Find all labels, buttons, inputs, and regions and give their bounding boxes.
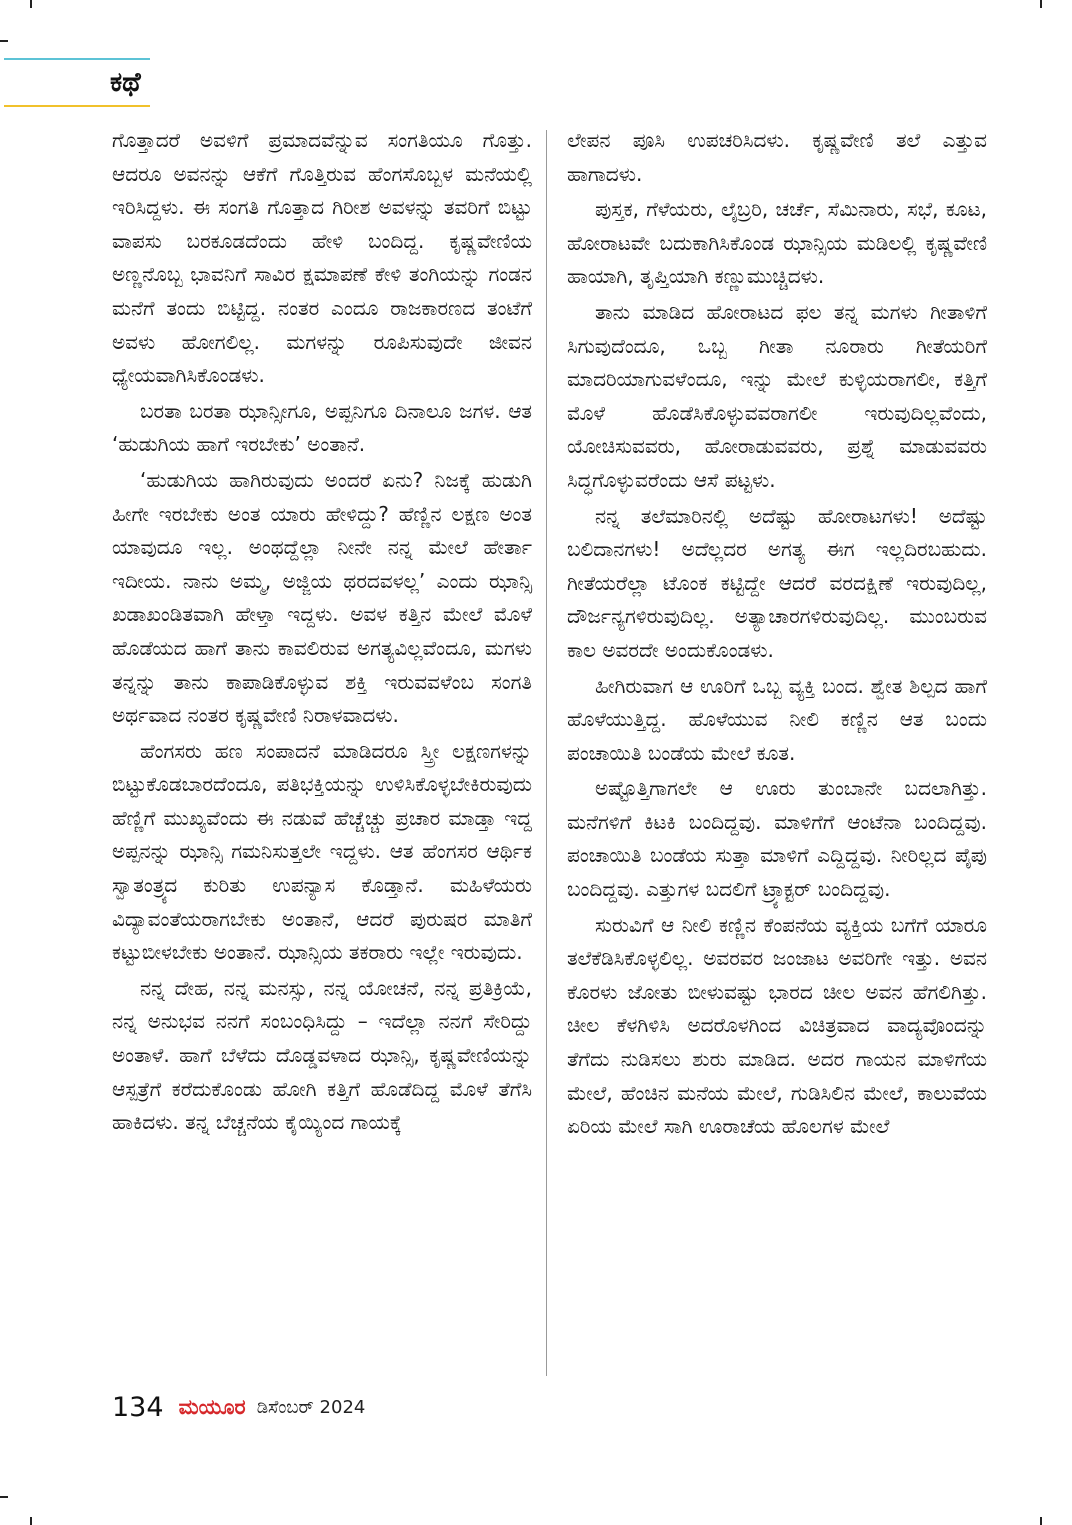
- paragraph: ಗೊತ್ತಾದರೆ ಅವಳಿಗೆ ಪ್ರಮಾದವೆನ್ನುವ ಸಂಗತಿಯೂ ಗೊತ್ತು. ಆದರೂ ಅವನನ್ನು ಆಕೆಗೆ ಗೊತ್ತಿರುವ ಹೆಂಗಸೊಬ್ಬಳ ಮನೆಯಲ್ಲಿ ಇರಿಸಿದ್ದಳು. ಈ ಸಂಗತಿ ಗೊತ್ತಾದ ಗಿರೀಶ ಅವಳನ್ನು ತವರಿಗೆ ಬಿಟ್ಟು ವಾಪಸು ಬರಕೂಡದೆಂದು ಹೇಳಿ ಬಂದಿದ್ದ. ಕೃಷ್ಣವೇಣಿಯ ಅಣ್ಣನೊಬ್ಬ ಭಾವನಿಗೆ ಸಾವಿರ ಕ್ಷಮಾಪಣೆ ಕೇಳಿ ತಂಗಿಯನ್ನು ಗಂಡನ ಮನೆಗೆ ತಂದು ಬಿಟ್ಟಿದ್ದ. ನಂತರ ಎಂದೂ ರಾಜಕಾರಣದ ತಂಟೆಗೆ ಅವಳು ಹೋಗಲಿಲ್ಲ. ಮಗಳನ್ನು ರೂಪಿಸುವುದೇ ಜೀವನ ಧ್ಯೇಯವಾಗಿಸಿಕೊಂಡಳು.: [112, 128, 532, 388]
- paragraph: ನನ್ನ ತಲೆಮಾರಿನಲ್ಲಿ ಅದೆಷ್ಟು ಹೋರಾಟಗಳು! ಅದೆಷ್ಟು ಬಲಿದಾನಗಳು! ಅದೆಲ್ಲದರ ಅಗತ್ಯ ಈಗ ಇಲ್ಲದಿರಬಹುದು. ಗೀತೆಯರೆಲ್ಲಾ ಟೊಂಕ ಕಟ್ಟಿದ್ದೇ ಆದರೆ ವರದಕ್ಷಿಣೆ ಇರುವುದಿಲ್ಲ, ದೌರ್ಜನ್ಯಗಳಿರುವುದಿಲ್ಲ. ಅತ್ಯಾಚಾರಗಳಿರುವುದಿಲ್ಲ. ಮುಂಬರುವ ಕಾಲ ಅವರದೇ ಅಂದುಕೊಂಡಳು.: [567, 503, 987, 662]
- crop-mark: [30, 1517, 32, 1525]
- section-header: [0, 58, 150, 108]
- crop-mark: [30, 0, 32, 8]
- paragraph: ತಾನು ಮಾಡಿದ ಹೋರಾಟದ ಫಲ ತನ್ನ ಮಗಳು ಗೀತಾಳಿಗೆ ಸಿಗುವುದೆಂದೂ, ಒಬ್ಬ ಗೀತಾ ನೂರಾರು ಗೀತೆಯರಿಗೆ ಮಾದರಿಯಾಗುವಳೆಂದೂ, ಇನ್ನು ಮೇಲೆ ಕುಳ್ಳಿಯರಾಗಲೀ, ಕತ್ತಿಗೆ ಮೊಳೆ ಹೊಡೆಸಿಕೊಳ್ಳುವವರಾಗಲೀ ಇರುವುದಿಲ್ಲವೆಂದು, ಯೋಚಿಸುವವರು, ಹೋರಾಡುವವರು, ಪ್ರಶ್ನೆ ಮಾಡುವವರು ಸಿದ್ಧಗೊಳ್ಳುವರೆಂದು ಆಸೆ ಪಟ್ಟಳು.: [567, 299, 987, 492]
- paragraph: ಅಷ್ಟೊತ್ತಿಗಾಗಲೇ ಆ ಊರು ತುಂಬಾನೇ ಬದಲಾಗಿತ್ತು. ಮನೆಗಳಿಗೆ ಕಿಟಕಿ ಬಂದಿದ್ದವು. ಮಾಳಿಗೆಗೆ ಆಂಟೆನಾ ಬಂದಿದ್ದವು. ಪಂಚಾಯಿತಿ ಬಂಡೆಯ ಸುತ್ತಾ ಮಾಳಿಗೆ ಎದ್ದಿದ್ದವು. ನೀರಿಲ್ಲದ ಪೈಪು ಬಂದಿದ್ದವು. ಎತ್ತುಗಳ ಬದಲಿಗೆ ಟ್ರ್ಯಾಕ್ಟರ್ ಬಂದಿದ್ದವು.: [567, 776, 987, 902]
- right-column: [567, 124, 987, 1144]
- section-title: ಕಥೆ: [110, 67, 141, 98]
- header-rule-bottom: [4, 105, 150, 107]
- paragraph: ಸುರುವಿಗೆ ಆ ನೀಲಿ ಕಣ್ಣಿನ ಕೆಂಪನೆಯ ವ್ಯಕ್ತಿಯ ಬಗೆಗೆ ಯಾರೂ ತಲೆಕೆಡಿಸಿಕೊಳ್ಳಲಿಲ್ಲ. ಅವರವರ ಜಂಜಾಟ ಅವರಿಗೇ ಇತ್ತು. ಅವನ ಕೊರಳು ಜೋತು ಬೀಳುವಷ್ಟು ಭಾರದ ಚೀಲ ಅವನ ಹೆಗಲಿಗಿತ್ತು. ಚೀಲ ಕೆಳಗಿಳಿಸಿ ಅದರೊಳಗಿಂದ ವಿಚಿತ್ರವಾದ ವಾದ್ಯವೊಂದನ್ನು ತೆಗೆದು ನುಡಿಸಲು ಶುರು ಮಾಡಿದ. ಅದರ ಗಾಯನ ಮಾಳಿಗೆಯ ಮೇಲೆ, ಹೆಂಚಿನ ಮನೆಯ ಮೇಲೆ, ಗುಡಿಸಿಲಿನ ಮೇಲೆ, ಕಾಲುವೆಯ ಏರಿಯ ಮೇಲೆ ಸಾಗಿ ಊರಾಚೆಯ ಹೊಲಗಳ ಮೇಲೆ: [567, 912, 987, 1139]
- paragraph: ‘ಹುಡುಗಿಯ ಹಾಗಿರುವುದು ಅಂದರೆ ಏನು? ನಿಜಕ್ಕೆ ಹುಡುಗಿ ಹೀಗೇ ಇರಬೇಕು ಅಂತ ಯಾರು ಹೇಳಿದ್ದು? ಹೆಣ್ಣಿನ ಲಕ್ಷಣ ಅಂತ ಯಾವುದೂ ಇಲ್ಲ. ಅಂಥದ್ದೆಲ್ಲಾ ನೀನೇ ನನ್ನ ಮೇಲೆ ಹೇರ್ತಾ ಇದೀಯ. ನಾನು ಅಮ್ಮ, ಅಜ್ಜಿಯ ಥರದವಳಲ್ಲ’ ಎಂದು ಝಾನ್ಸಿ ಖಡಾಖಂಡಿತವಾಗಿ ಹೇಳ್ತಾ ಇದ್ದಳು. ಅವಳ ಕತ್ತಿನ ಮೇಲೆ ಮೊಳೆ ಹೊಡೆಯದ ಹಾಗೆ ತಾನು ಕಾವಲಿರುವ ಅಗತ್ಯವಿಲ್ಲವೆಂದೂ, ಮಗಳು ತನ್ನನ್ನು ತಾನು ಕಾಪಾಡಿಕೊಳ್ಳುವ ಶಕ್ತಿ ಇರುವವಳೆಂಬ ಸಂಗತಿ ಅರ್ಥವಾದ ನಂತರ ಕೃಷ್ಣವೇಣಿ ನಿರಾಳವಾದಳು.: [112, 467, 532, 728]
- page-number: 134: [112, 1392, 164, 1423]
- crop-mark: [1040, 0, 1042, 8]
- page-footer: [112, 1392, 365, 1428]
- crop-mark: [0, 1496, 8, 1498]
- column-divider: [546, 130, 547, 1376]
- paragraph: ಬರತಾ ಬರತಾ ಝಾನ್ಸೀಗೂ, ಅಪ್ಪನಿಗೂ ದಿನಾಲೂ ಜಗಳ. ಆತ ‘ಹುಡುಗಿಯ ಹಾಗೆ ಇರಬೇಕು’ ಅಂತಾನೆ.: [112, 398, 532, 457]
- paragraph: ಹೆಂಗಸರು ಹಣ ಸಂಪಾದನೆ ಮಾಡಿದರೂ ಸ್ತ್ರೀ ಲಕ್ಷಣಗಳನ್ನು ಬಿಟ್ಟುಕೊಡಬಾರದೆಂದೂ, ಪತಿಭಕ್ತಿಯನ್ನು ಉಳಿಸಿಕೊಳ್ಳಬೇಕಿರುವುದು ಹೆಣ್ಣಿಗೆ ಮುಖ್ಯವೆಂದು ಈ ನಡುವೆ ಹೆಚ್ಚೆಚ್ಚು ಪ್ರಚಾರ ಮಾಡ್ತಾ ಇದ್ದ ಅಪ್ಪನನ್ನು ಝಾನ್ಸಿ ಗಮನಿಸುತ್ತಲೇ ಇದ್ದಳು. ಆತ ಹೆಂಗಸರ ಆರ್ಥಿಕ ಸ್ವಾತಂತ್ರ್ಯದ ಕುರಿತು ಉಪನ್ಯಾಸ ಕೊಡ್ತಾನೆ. ಮಹಿಳೆಯರು ವಿದ್ಯಾವಂತೆಯರಾಗಬೇಕು ಅಂತಾನೆ, ಆದರೆ ಪುರುಷರ ಮಾತಿಗೆ ಕಟ್ಟುಬೀಳಬೇಕು ಅಂತಾನೆ. ಝಾನ್ಸಿಯ ತಕರಾರು ಇಲ್ಲೇ ಇರುವುದು.: [112, 738, 532, 965]
- crop-mark: [1040, 1517, 1042, 1525]
- magazine-logo: ಮಯೂರ: [178, 1395, 246, 1419]
- header-rule-top: [4, 58, 150, 60]
- left-column: [112, 124, 532, 1140]
- issue-date: ಡಿಸೆಂಬರ್ 2024: [256, 1397, 366, 1418]
- paragraph: ನನ್ನ ದೇಹ, ನನ್ನ ಮನಸ್ಸು, ನನ್ನ ಯೋಚನೆ, ನನ್ನ ಪ್ರತಿಕ್ರಿಯೆ, ನನ್ನ ಅನುಭವ ನನಗೆ ಸಂಬಂಧಿಸಿದ್ದು – ಇದೆಲ್ಲಾ ನನಗೆ ಸೇರಿದ್ದು ಅಂತಾಳೆ. ಹಾಗೆ ಬೆಳೆದು ದೊಡ್ಡವಳಾದ ಝಾನ್ಸಿ, ಕೃಷ್ಣವೇಣಿಯನ್ನು ಆಸ್ಪತ್ರೆಗೆ ಕರೆದುಕೊಂಡು ಹೋಗಿ ಕತ್ತಿಗೆ ಹೊಡೆದಿದ್ದ ಮೊಳೆ ತೆಗೆಸಿ ಹಾಕಿದಳು. ತನ್ನ ಬೆಚ್ಚನೆಯ ಕೈಯ್ಯಿಂದ ಗಾಯಕ್ಕೆ: [112, 975, 532, 1135]
- paragraph: ಲೇಪನ ಪೂಸಿ ಉಪಚರಿಸಿದಳು. ಕೃಷ್ಣವೇಣಿ ತಲೆ ಎತ್ತುವ ಹಾಗಾದಳು.: [567, 128, 987, 186]
- paragraph: ಪುಸ್ತಕ, ಗೆಳೆಯರು, ಲೈಬ್ರರಿ, ಚರ್ಚೆ, ಸೆಮಿನಾರು, ಸಭೆ, ಕೂಟ, ಹೋರಾಟವೇ ಬದುಕಾಗಿಸಿಕೊಂಡ ಝಾನ್ಸಿಯ ಮಡಿಲಲ್ಲಿ ಕೃಷ್ಣವೇಣಿ ಹಾಯಾಗಿ, ತೃಪ್ತಿಯಾಗಿ ಕಣ್ಣುಮುಚ್ಚಿದಳು.: [567, 197, 987, 289]
- paragraph: ಹೀಗಿರುವಾಗ ಆ ಊರಿಗೆ ಒಬ್ಬ ವ್ಯಕ್ತಿ ಬಂದ. ಶ್ವೇತ ಶಿಲ್ಪದ ಹಾಗೆ ಹೊಳೆಯುತ್ತಿದ್ದ. ಹೊಳೆಯುವ ನೀಲಿ ಕಣ್ಣಿನ ಆತ ಬಂದು ಪಂಚಾಯಿತಿ ಬಂಡೆಯ ಮೇಲೆ ಕೂತ.: [567, 673, 987, 765]
- crop-mark: [0, 40, 8, 42]
